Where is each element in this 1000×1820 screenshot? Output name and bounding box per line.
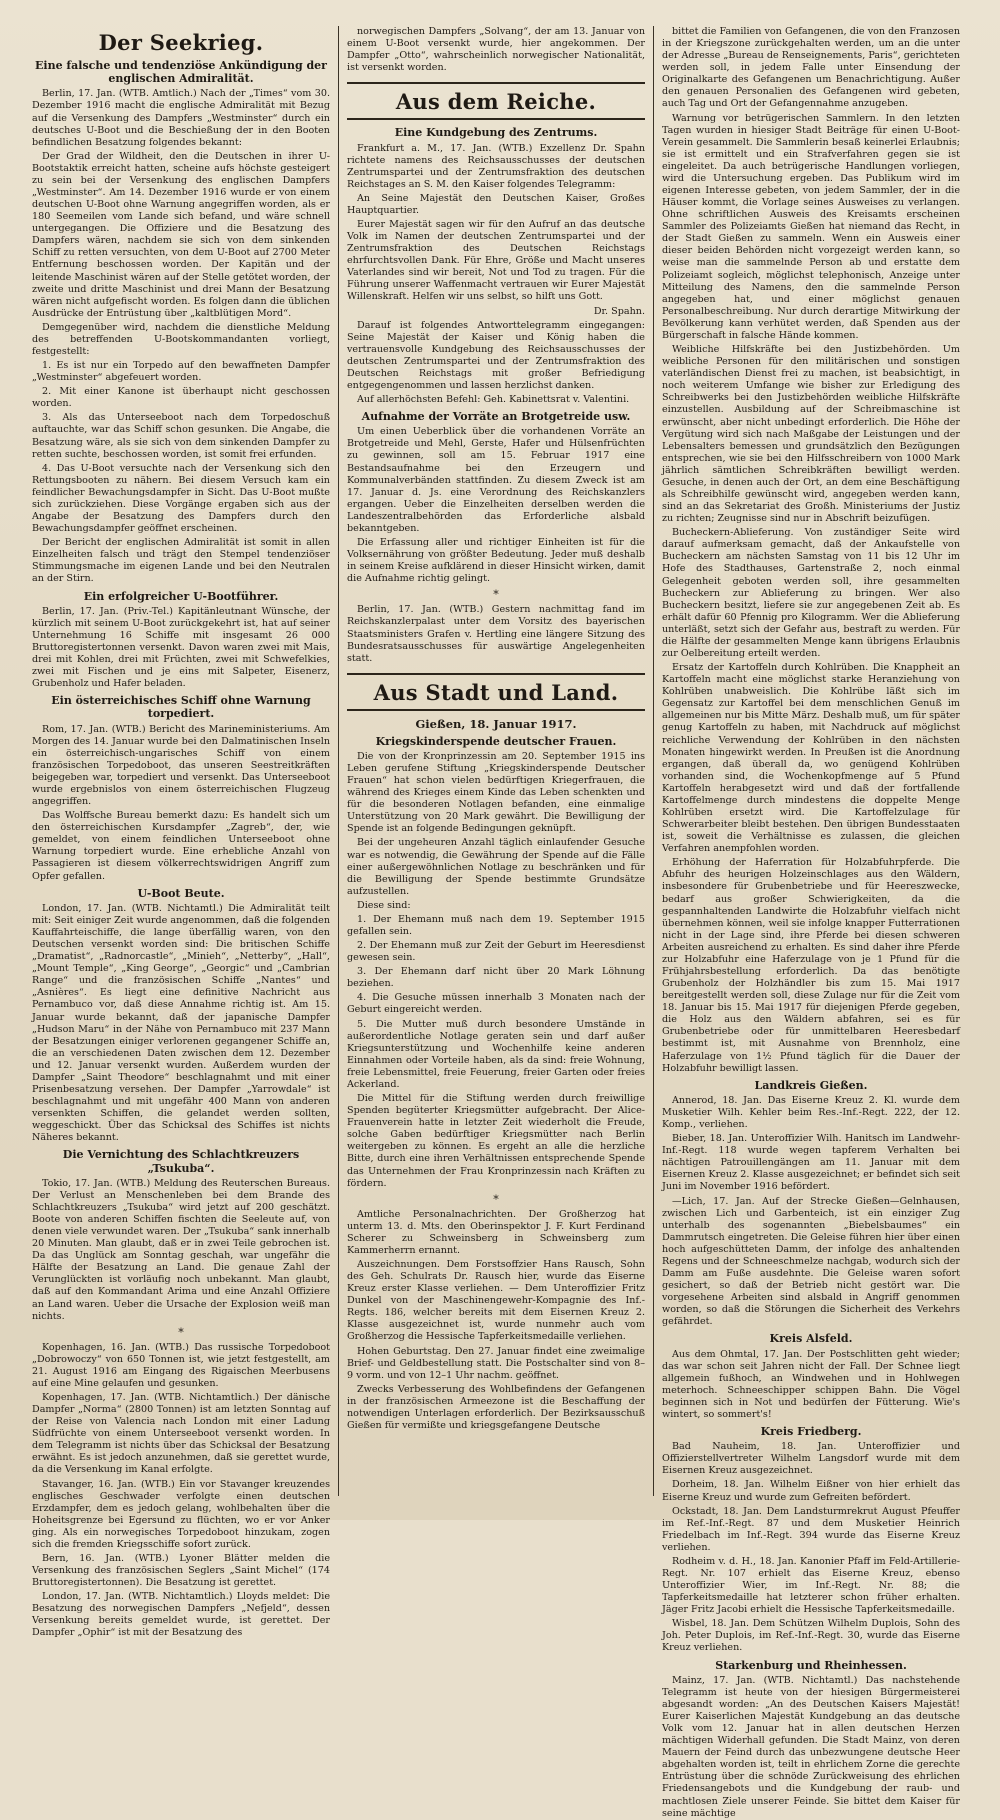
article-paragraph: Stavanger, 16. Jan. (WTB.) Ein vor Stavanger kreuzendes englisches Geschwader verfolgte einen deutschen Erzdampfer, dem es jedoch gelang, wohlbehalten über die Hoheitsgrenze bei Egersund zu flüchten, wo er vor Anker ging. Als ein norwegisches Torpedoboot hinzukam, zogen sich die fremden Kriegsschiffe sofort zurück. bbox=[32, 1478, 330, 1550]
subhead-kriegskinderspende: Kriegskinderspende deutscher Frauen. bbox=[375, 734, 617, 748]
article-paragraph: Das Wolffsche Bureau bemerkt dazu: Es handelt sich um den österreichischen Kursdampfer „Zagreb“, der, wie gemeldet, von einem feindlichen Unterseeboot ohne Warnung torpediert wurde. Eine erhebliche Anzahl von Passagieren ist diesem völkerrechtswidrigen Angriff zum Opfer gefallen. bbox=[32, 810, 330, 882]
article-paragraph: Der Bericht der englischen Admiralität ist somit in allen Einzelheiten falsch und trägt den Stempel tendenziöser Stimmungsmache im eigenen Lande und bei den Neutralen an der Stirn. bbox=[32, 537, 330, 585]
article-paragraph: Auszeichnungen. Dem Forstsoffzier Hans Rausch, Sohn des Geh. Schulrats Dr. Rausch hier, wurde das Eiserne Kreuz erster Klasse verliehen. — Dem Unteroffizier Fritz Dunkel von der Maschinengewehr-Kompagnie des Inf.-Regts. 186, welcher bereits mit dem Eisernen Kreuz 2. Klasse ausgezeichnet ist, wurde nunmehr auch vom Großherzog die Hessische Tapferkeitsmedaille verliehen. bbox=[347, 1258, 645, 1343]
headline-aus-stadt-und-land: Aus Stadt und Land. bbox=[347, 673, 645, 711]
signature-spahn: Dr. Spahn. bbox=[593, 305, 645, 317]
article-paragraph: Erhöhung der Haferration für Holzabfuhrpferde. Die Abfuhr des heurigen Holzeinschlages aus den Wäldern, insbesondere für Grubenbetriebe und für Heereszwecke, bedarf aus großer Schwierigkeiten, da die gespannhaltenden Landwirte die Holzabfuhr vielfach nicht übernehmen können, weil sie infolge knapper Futterrationen nicht in der Lage sind, ihre Pferde bei diesen schweren Arbeiten ausreichend zu erhalten. Es sind daher ihre Pferde zur Holzabfuhr eine Haferzulage von je 1 Pfund für die Frühjahrsbestellung erforderlich. Da das benötigte Grubenholz der Holzhändler bis zum 15. Mai 1917 bereitgestellt werden soll, diese Zulage nur für die Zeit vom 18. Januar bis 15. Mai 1917 für diejenigen Pferde gegeben, die Holz aus den Wäldern abfahren, sei es für Grubenbetriebe oder für unmittelbaren Heeresbedarf bestimmt ist, mit Ausnahme von Brennholz, eine Haferzulage von 1½ Pfund täglich für die Dauer der Holzabfuhr bewilligt lassen. bbox=[662, 857, 960, 1074]
subhead-landkreis-giessen: Landkreis Gießen. bbox=[754, 1078, 868, 1092]
article-paragraph: 4. Das U-Boot versuchte nach der Versenkung sich den Rettungsbooten zu nähern. Bei diesem Versuch kam ein feindlicher Bewachungsdampfer in Sicht. Das U-Boot mußte sich zurückziehen. Diese Vorgänge ergaben sich aus der Angabe der Besatzung des Dampfers durch den Bewachungsdampfer geöffnet erscheinen. bbox=[32, 462, 330, 535]
article-paragraph: Berlin, 17. Jan. (WTB.) Gestern nachmittag fand im Reichskanzlerpalast unter dem Vorsitz des bayerischen Staatsministers Grafen v. Hertling eine längere Sitzung des Bundesratsausschusses für auswärtige Angelegenheiten statt. bbox=[347, 604, 645, 664]
article-paragraph: Berlin, 17. Jan. (Priv.-Tel.) Kapitänleutnant Wünsche, der kürzlich mit seinem U-Boot zurückgekehrt ist, hat auf seiner Unternehmung 16 Schiffe mit insgesamt 26 000 Bruttoregistertonnen versenkt. Davon waren zwei mit Mais, drei mit Kohlen, drei mit Früchten, zwei mit Schwefelkies, zwei mit Fischen und je eins mit Salpeter, Eisenerz, Grubenholz und Hafer beladen. bbox=[32, 605, 330, 690]
article-paragraph: Frankfurt a. M., 17. Jan. (WTB.) Exzellenz Dr. Spahn richtete namens des Reichsausschusses der deutschen Zentrumspartei und der Zentrumsfraktion des deutschen Reichstages an S. M. den Kaiser folgendes Telegramm: bbox=[347, 142, 645, 190]
headline-seekrieg: Der Seekrieg. bbox=[98, 30, 264, 55]
column-divider bbox=[653, 26, 654, 1496]
article-paragraph: 1. Der Ehemann muß nach dem 19. September 1915 gefallen sein. bbox=[347, 913, 645, 938]
article-paragraph: An Seine Majestät den Deutschen Kaiser, Großes Hauptquartier. bbox=[347, 192, 645, 216]
article-paragraph: Berlin, 17. Jan. (WTB. Amtlich.) Nach der „Times“ vom 30. Dezember 1916 macht die englische Admiralität mit Bezug auf die Versenkung des Dampfers „Westminster“ durch ein deutsches U-Boot und die Beschießung der in den Booten befindlichen Besatzung folgendes bekannt: bbox=[32, 88, 330, 148]
article-paragraph: 3. Als das Unterseeboot nach dem Torpedoschuß auftauchte, war das Schiff schon gesunken. Die Angabe, die Besatzung wäre, als sie sich von dem sinkenden Dampfer zu retten suchte, beschossen worden, ist somit frei erfunden. bbox=[32, 412, 330, 460]
article-paragraph: norwegischen Dampfers „Solvang“, der am 13. Januar von einem U-Boot versenkt wurde, hier angekommen. Der Dampfer „Otto“, wahrscheinlich norwegischer Nationalität, ist versenkt worden. bbox=[347, 26, 645, 74]
subhead-zentrum: Eine Kundgebung des Zentrums. bbox=[394, 126, 598, 140]
article-paragraph: Ersatz der Kartoffeln durch Kohlrüben. Die Knappheit an Kartoffeln macht eine möglichst starke Heranziehung von Kohlrüben unabweislich. Die Kohlrübe läßt sich im Gegensatz zur Kartoffel bei dem menschlichen Genuß im allgemeinen nur bis Mitte März. Deshalb muß, um für später genug Kartoffeln zu haben, mit Nachdruck auf möglichst reichliche Verwendung der Kohlrüben in den nächsten Monaten hingewirkt werden. In Preußen ist die Anordnung ergangen, daß überall da, wo genügend Kohlrüben vorhanden sind, die Wochenkopfmenge auf 5 Pfund Kartoffeln herabgesetzt wird und daß der fortfallende Kartoffelmenge durch mindestens die doppelte Menge Kohlrüben ersetzt wird. Die Kartoffelzulage für Schwerarbeiter bleibt bestehen. Den übrigen Bundesstaaten ist, soweit die Verhältnisse es zulassen, die gleichen Verfahren anempfohlen worden. bbox=[662, 662, 960, 855]
article-paragraph: 2. Der Ehemann muß zur Zeit der Geburt im Heeresdienst gewesen sein. bbox=[347, 940, 645, 964]
article-paragraph: Hohen Geburtstag. Den 27. Januar findet eine zweimalige Brief- und Geldbestellung statt. Die Postschalter sind von 8–9 vorm. und von 12–1 Uhr nachm. geöffnet. bbox=[347, 1345, 645, 1381]
article-paragraph: Kopenhagen, 17. Jan. (WTB. Nichtamtlich.) Der dänische Dampfer „Norma“ (2800 Tonnen) ist am letzten Sonntag auf der Reise von Valencia nach London mit einer Ladung Südfrüchte von einem Unterseeboot versenkt worden. In dem Telegramm ist nichts über das Schicksal der Besatzung erwähnt. Es ist jedoch anzunehmen, daß sie gerettet wurde, da die Versenkung im Kanal erfolgte. bbox=[32, 1392, 330, 1476]
article-paragraph: Rodheim v. d. H., 18. Jan. Kanonier Pfaff im Feld-Artillerie-Regt. Nr. 107 erhielt das Eiserne Kreuz, ebenso Unteroffizier Wier, im Inf.-Regt. Nr. 88; die Tapferkeitsmedaille hat letzterer schon früher erhalten. Jäger Fritz Jacobi erhielt die Hessische Tapferkeitsmedaille. bbox=[662, 1555, 960, 1616]
article-paragraph: Demgegenüber wird, nachdem die dienstliche Meldung des betreffenden U-Bootskommandanten vorliegt, festgestellt: bbox=[32, 321, 330, 358]
article-paragraph: Weibliche Hilfskräfte bei den Justizbehörden. Um weibliche Personen für den militärischen und sonstigen vaterländischen Dienst frei zu machen, ist beabsichtigt, in noch weiterem Umfange wie bisher zur Erledigung des Schreibwerks bei den Justizbehörden weibliche Hilfskräfte einzustellen. Ausbildung auf der Schreibmaschine ist erwünscht, aber nicht unbedingt erforderlich. Die Höhe der Vergütung wird sich nach Maßgabe der Leistungen und der Lebensalters bemessen und grundsätzlich den Bezügungen entsprechen, wie sie bei den Hilfsschreibern von 1000 Mark jährlich sämtlichen Schreibkräften bewilligt werden. Gesuche, in denen auch der Ort, an dem eine Beschäftigung als Schreibhilfe gewünscht wird, angegeben werden kann, sind an das Sekretariat des Großh. Ministeriums der Justiz zu richten; Zeugnisse sind nur in Abschrift beizufügen. bbox=[662, 344, 960, 525]
article-paragraph: Zwecks Verbesserung des Wohlbefindens der Gefangenen in der französischen Armeezone ist die Beschaffung der notwendigen Unterlagen erforderlich. Der Bezirksausschuß Gießen für vermißte und kriegsgefangene Deutsche bbox=[347, 1383, 645, 1431]
subhead-starkenburg-rheinhessen: Starkenburg und Rheinhessen. bbox=[715, 1658, 907, 1672]
column-seekrieg bbox=[26, 26, 336, 1639]
article-paragraph: Rom, 17. Jan. (WTB.) Bericht des Marineministeriums. Am Morgen des 14. Januar wurde bei den Dalmatinischen Inseln ein österreichisch-ungarisches Schiff von einem französischen Torpedoboot, das unseren Seestreitkräften beigegeben war, torpediert und versenkt. Das Unterseeboot wurde ergebnislos von einem österreichischen Flugzeug angegriffen. bbox=[32, 723, 330, 808]
subhead-u-boot-beute: U-Boot Beute. bbox=[137, 886, 225, 900]
subhead-u-bootfuehrer: Ein erfolgreicher U-Bootführer. bbox=[83, 589, 279, 603]
subhead-admiralitaet: Eine falsche und tendenziöse Ankündigung der englischen Admiralität. bbox=[35, 59, 327, 86]
article-paragraph: bittet die Familien von Gefangenen, die von den Franzosen in der Kriegszone zurückgehalten werden, um an die unter der Adresse „Bureau de Renseignements, Paris“, gerichteten werden soll, in jedem Falle unter Einsendung der Originalkarte des Gefangenen um Benachrichtigung. Außer den genauen Personalien des Gefangenen wird gebeten, auch Tag und Ort der Gefangennahme anzugeben. bbox=[662, 26, 960, 110]
article-paragraph: Der Grad der Wildheit, den die Deutschen in ihrer U-Bootstaktik erreicht hatten, scheine aufs höchste gesteigert zu sein bei der Versenkung des englischen Dampfers „Westminster“. Am 14. Dezember 1916 wurde er von einem deutschen U-Boot ohne Warnung angegriffen worden, als er 180 Seemeilen vom Lande sich befand, und wäre schnell untergegangen. Die Offiziere und die Besatzung des Dampfers wären, nachdem sie sich von dem sinkenden Schiff zu retten versuchten, von dem U-Boot auf 2700 Meter Entfernung beschossen worden. Der Kapitän und der leitende Maschinist wären auf der Stelle getötet worden, der zweite und dritte Maschinist und drei Mann der Besatzung wären nicht aufgefischt worden. Es folgen dann die üblichen Ausdrücke der Entrüstung über „kaltblütigen Mord“. bbox=[32, 150, 330, 319]
subhead-tsukuba: Die Vernichtung des Schlachtkreuzers „Tsukuba“. bbox=[62, 1148, 300, 1175]
article-paragraph: Darauf ist folgendes Antworttelegramm eingegangen: Seine Majestät der Kaiser und König haben die vertrauensvolle Kundgebung des Reichsausschusses der deutschen Zentrumspartei und der Zentrumsfraktion des Deutschen Reichstags mit großer Befriedigung entgegengenommen und lassen herzlichst danken. bbox=[347, 319, 645, 391]
article-paragraph: 5. Die Mutter muß durch besondere Umstände in außerordentliche Notlage geraten sein und darf außer Kriegsunterstützung und Wochenhilfe keine anderen Einnahmen oder Vorteile haben, als da sind: freie Wohnung, freie Lebensmittel, freie Feuerung, freier Garten oder freies Ackerland. bbox=[347, 1018, 645, 1090]
article-paragraph: London, 17. Jan. (WTB. Nichtamtl.) Die Admiralität teilt mit: Seit einiger Zeit wurde angenommen, daß die folgenden Kauffahrteischiffe, die lange überfällig waren, von den Deutschen versenkt worden sind: Die britischen Schiffe „Dramatist“, „Radnorcastle“, „Minieh“, „Netterby“, „Hall“, „Mount Temple“, „King George“, „Georgic“ und „Cambrian Range“ und die französischen Schiffe „Nantes“ und „Asnières“. Es liegt eine definitive Nachricht aus Pernambuco vor, daß diese Annahme richtig ist. Am 15. Januar wurde bekannt, daß der japanische Dampfer „Hudson Maru“ in der Nähe von Pernambuco mit 237 Mann der Besatzungen einiger verlorenen gegangener Schiffe an, die an verschiedenen Daten zwischen dem 12. Dezember und 12. Januar versenkt wurden. Außerdem wurden der Dampfer „Saint Theodore“ beschlagnahmt und mit einer Prisenbesatzung versehen. Der Dampfer „Yarrowdale“ ist beschlagnahmt und mit ungefähr 400 Mann von anderen versenkten Schiffen, die gelandet werden sollten, weggeschickt. Über das Schicksal des Schiffes ist nichts Näheres bekannt. bbox=[32, 902, 330, 1144]
article-paragraph: Ockstadt, 18. Jan. Dem Landsturmrekrut August Pfeuffer im Ref.-Inf.-Regt. 87 und dem Musketier Heinrich Friedelbach im Inf.-Regt. 394 wurde das Eiserne Kreuz verliehen. bbox=[662, 1505, 960, 1553]
article-paragraph: Tokio, 17. Jan. (WTB.) Meldung des Reuterschen Bureaus. Der Verlust an Menschenleben bei dem Brande des Schlachtkreuzers „Tsukuba“ wird jetzt auf 200 geschätzt. Boote von anderen Schiffen fischten die Seeleute auf, von denen viele verwundet waren. Der „Tsukuba“ sank innerhalb 20 Minuten. Man glaubt, daß er in zwei Teile gebrochen ist. Da das Unglück am Sonntag geschah, war ungefähr die Hälfte der Besatzung an Land. Die genaue Zahl der Verunglückten ist vorläufig noch unbekannt. Man glaubt, daß auf den Kommandant Arima und eine Anzahl Offiziere an Land waren. Ueber die Ursache der Explosion weiß man nichts. bbox=[32, 1177, 330, 1322]
column-layout bbox=[26, 26, 982, 1819]
article-paragraph: Die von der Kronprinzessin am 20. September 1915 ins Leben gerufene Stiftung „Kriegskinderspende Deutscher Frauen“ hat schon vielen bedürftigen Kriegerfrauen, die während des Krieges einem Kinde das Leben schenkten und für die besonderen Notlagen befanden, eine einmalige Unterstützung von 20 Mark gewährt. Die Bewilligung der Spende ist an folgende Bedingungen geknüpft. bbox=[347, 750, 645, 835]
article-paragraph: —Lich, 17. Jan. Auf der Strecke Gießen—Gelnhausen, zwischen Lich und Garbenteich, ist ein einziger Zug unterhalb des sogenannten „Biebelsbaumes“ ein Dammrutsch eingetreten. Die Geleise führen hier über einen hoch aufgeschütteten Damm, der infolge des anhaltenden Regens und der Schneeschmelze nachgab, wodurch sich der Damm am Fuße ausdehnte. Die Geleise waren sofort gesichert, so daß der Betrieb nicht gestört war. Die vorgesehene Arbeiten sind alsbald in Angriff genommen worden, so daß die Störungen die Sicherheit des Verkehrs gefährdet. bbox=[662, 1195, 960, 1328]
article-paragraph: Bad Nauheim, 18. Jan. Unteroffizier und Offizierstellvertreter Wilhelm Langsdorf wurde mit dem Eisernen Kreuz ausgezeichnet. bbox=[662, 1441, 960, 1477]
article-paragraph: Die Erfassung aller und richtiger Einheiten ist für die Volksernährung von größter Bedeutung. Jeder muß deshalb in seinem Kreise aufklärend in dieser Hinsicht wirken, damit die Aufnahme richtig gelingt. bbox=[347, 537, 645, 585]
article-paragraph: Auf allerhöchsten Befehl: Geh. Kabinettsrat v. Valentini. bbox=[357, 394, 630, 406]
article-paragraph: 3. Der Ehemann darf nicht über 20 Mark Löhnung beziehen. bbox=[347, 966, 645, 990]
section-separator-star: * bbox=[493, 588, 499, 602]
article-paragraph: Eurer Majestät sagen wir für den Aufruf an das deutsche Volk im Namen der deutschen Zentrumspartei und der Zentrumsfraktion des Deutschen Reichstags ehrfurchtsvollen Dank. Für Ehre, Größe und Macht unseres Vaterlandes sind wir bereit, Not und Tod zu tragen. Für die Führung unserer Waffenmacht vertrauen wir Eurer Majestät Willenskraft. Helfen wir uns selbst, so hilft uns Gott. bbox=[347, 218, 645, 303]
article-paragraph: Annerod, 18. Jan. Das Eiserne Kreuz 2. Kl. wurde dem Musketier Wilh. Kehler beim Res.-Inf.-Regt. 222, der 12. Komp., verliehen. bbox=[662, 1094, 960, 1131]
article-paragraph: Bieber, 18. Jan. Unteroffizier Wilh. Hanitsch im Landwehr-Inf.-Regt. 118 wurde wegen tapferem Verhalten bei nächtigen Patrouillengängen am 11. Januar mit dem Eisernen Kreuz 2. Klasse ausgezeichnet; er befindet sich seit Juni im November 1916 befördert. bbox=[662, 1133, 960, 1193]
section-separator-star: * bbox=[178, 1325, 184, 1339]
dateline-giessen: Gießen, 18. Januar 1917. bbox=[415, 716, 577, 731]
article-paragraph: Die Mittel für die Stiftung werden durch freiwillige Spenden begüterter Kriegsmütter aufgebracht. Der Alice-Frauenverein hatte in letzter Zeit wiederholt die Freude, solche Gaben bedürftiger Kriegsmütter nach Berlin weitergeben zu können. Es ergeht an alle die herzliche Bitte, durch eine ihren Verhältnissen entsprechende Spende das Unternehmen der Frau Kronprinzessin nach Kräften zu fördern. bbox=[347, 1093, 645, 1189]
subhead-kreis-friedberg: Kreis Friedberg. bbox=[760, 1425, 862, 1439]
headline-aus-dem-reiche: Aus dem Reiche. bbox=[347, 82, 645, 120]
article-paragraph: Um einen Ueberblick über die vorhandenen Vorräte an Brotgetreide und Mehl, Gerste, Hafer und Hülsenfrüchten zu gewinnen, soll am 15. Februar 1917 eine Bestandsaufnahme bei den Erzeugern und Kommunalverbänden stattfinden. Zu diesem Zweck ist am 17. Januar d. Js. eine Verordnung des Reichskanzlers ergangen. Ueber die Einzelheiten derselben werden die Landeszentralbehörden das Erforderliche alsbald bekanntgeben. bbox=[347, 426, 645, 534]
article-paragraph: Diese sind: bbox=[357, 899, 411, 911]
article-paragraph: Aus dem Ohmtal, 17. Jan. Der Postschlitten geht wieder; das war schon seit Jahren nicht der Fall. Der Schnee liegt allgemein fußhoch, an Windwehen und in Hohlwegen meterhoch. Schneeschipper schippen Bahn. Die Vögel beginnen sich in Not und bedürfen der Fütterung. Wie's wintert, so sommert's! bbox=[662, 1348, 960, 1420]
article-paragraph: Mainz, 17. Jan. (WTB. Nichtamtl.) Das nachstehende Telegramm ist heute von der hiesigen Bürgermeisterei abgesandt worden: „An des Deutschen Kaisers Majestät! Eurer Kaiserlichen Majestät Kundgebung an das deutsche Volk vom 12. Januar hat in allen deutschen Herzen mächtigen Widerhall gefunden. Die Stadt Mainz, von deren Mauern der Feind durch das unbezwungene deutsche Heer abgehalten worden ist, teilt in ehrlichem Zorne die gerechte Entrüstung über die schnöde Zurückweisung des ehrlichen Friedensangebots und die Kundgebung der raub- und machtlosen Ziele unserer Feinde. Sie bittet dem Kaiser für seine mächtige bbox=[662, 1674, 960, 1819]
article-paragraph: Bucheckern-Ablieferung. Von zuständiger Seite wird darauf aufmerksam gemacht, daß der Ankaufstelle von Bucheckern am nächsten Samstag von 11 bis 12 Uhr im Hofe des Stadthauses, Gartenstraße 2, noch einmal Gelegenheit geboten werden soll, ihre gesammelten Bucheckern zur Ablieferung zu bringen. Wer also Bucheckern besitzt, liefere sie zur angegebenen Zeit ab. Es erhält dafür 60 Pfennig pro Kilogramm. Wer die Ablieferung unterläßt, setzt sich der Gefahr aus, bestraft zu werden. Für die Hälfte der gesammelten Menge kann übrigens Erlaubnis zur Oelbereitung erteilt werden. bbox=[662, 527, 960, 659]
article-paragraph: Warnung vor betrügerischen Sammlern. In den letzten Tagen wurden in hiesiger Stadt Beiträge für einen U-Boot-Verein gesammelt. Die Sammlerin besaß keinerlei Erlaubnis; sie ist ermittelt und ein Strafverfahren gegen sie ist eingeleitet. Da auch betrügerische Handlungen vorliegen, wird die Untersuchung ergeben. Das Publikum wird im eigenen Interesse gebeten, von jedem Sammler, der in die Häuser kommt, die Vorlage seines Ausweises zu verlangen. Ohne schriftlichen Ausweis des Kreisamts erscheinen Sammler des Polizeiamts Gießen hat niemand das Recht, in der Stadt Gießen zu sammeln. Wenn ein Ausweis einer dieser beiden Behörden nicht vorgezeigt werden kann, so weise man die sammelnde Person ab und erstatte dem Polizeiamt sogleich, möglichst telephonisch, Anzeige unter Mitteilung des Namens, den die sammelnde Person angegeben hat, und einer möglichst genauen Personalbeschreibung. Nur durch derartige Mitwirkung der Bevölkerung kann verhütet werden, daß Spenden aus der Bürgerschaft in falsche Hände kommen. bbox=[662, 112, 960, 341]
article-paragraph: Kopenhagen, 16. Jan. (WTB.) Das russische Torpedoboot „Dobrowoczy“ von 650 Tonnen ist, wie jetzt festgestellt, am 21. August 1916 am Eingang des Rigaischen Meerbusens auf eine Mine gelaufen und gesunken. bbox=[32, 1341, 330, 1389]
article-paragraph: Dorheim, 18. Jan. Wilhelm Eißner von hier erhielt das Eiserne Kreuz und wurde zum Gefreiten befördert. bbox=[662, 1479, 960, 1503]
column-divider bbox=[338, 26, 339, 1496]
article-paragraph: Bern, 16. Jan. (WTB.) Lyoner Blätter melden die Versenkung des französischen Seglers „Saint Michel“ (174 Bruttoregistertonnen). Die Besatzung ist gerettet. bbox=[32, 1553, 330, 1589]
article-paragraph: Amtliche Personalnachrichten. Der Großherzog hat unterm 13. d. Mts. den Oberinspektor J. F. Kurt Ferdinand Scherer zu Schweinsberg in Schweinsberg zum Kammerherrn ernannt. bbox=[347, 1208, 645, 1256]
article-paragraph: Bei der ungeheuren Anzahl täglich einlaufender Gesuche war es notwendig, die Gewährung der Spende auf die Fälle einer außergewöhnlichen Notlage zu beschränken und für die Bewilligung der Spende bestimmte Grundsätze aufzustellen. bbox=[347, 837, 645, 897]
article-paragraph: Wisbel, 18. Jan. Dem Schützen Wilhelm Duplois, Sohn des Joh. Peter Duplois, im Ref.-Inf.-Regt. 30, wurde das Eiserne Kreuz verliehen. bbox=[662, 1618, 960, 1654]
section-separator-star: * bbox=[493, 1192, 499, 1206]
subhead-oesterreich-schiff: Ein österreichisches Schiff ohne Warnung torpediert. bbox=[51, 694, 311, 721]
article-paragraph: London, 17. Jan. (WTB. Nichtamtlich.) Lloyds meldet: Die Besatzung des norwegischen Dampfers „Nefjeld“, dessen Versenkung bereits gemeldet wurde, ist gerettet. Der Dampfer „Ophir“ ist mit der Besatzung des bbox=[32, 1591, 330, 1639]
subhead-brotgetreide: Aufnahme der Vorräte an Brotgetreide usw. bbox=[361, 410, 631, 424]
subhead-kreis-alsfeld: Kreis Alsfeld. bbox=[769, 1332, 853, 1346]
column-reiche-stadt bbox=[341, 26, 651, 1496]
article-paragraph: 2. Mit einer Kanone ist überhaupt nicht geschossen worden. bbox=[32, 386, 330, 410]
column-lokales bbox=[656, 26, 966, 1819]
article-paragraph: 1. Es ist nur ein Torpedo auf den bewaffneten Dampfer „Westminster“ abgefeuert worden. bbox=[32, 360, 330, 384]
article-paragraph: 4. Die Gesuche müssen innerhalb 3 Monaten nach der Geburt eingereicht werden. bbox=[347, 992, 645, 1016]
